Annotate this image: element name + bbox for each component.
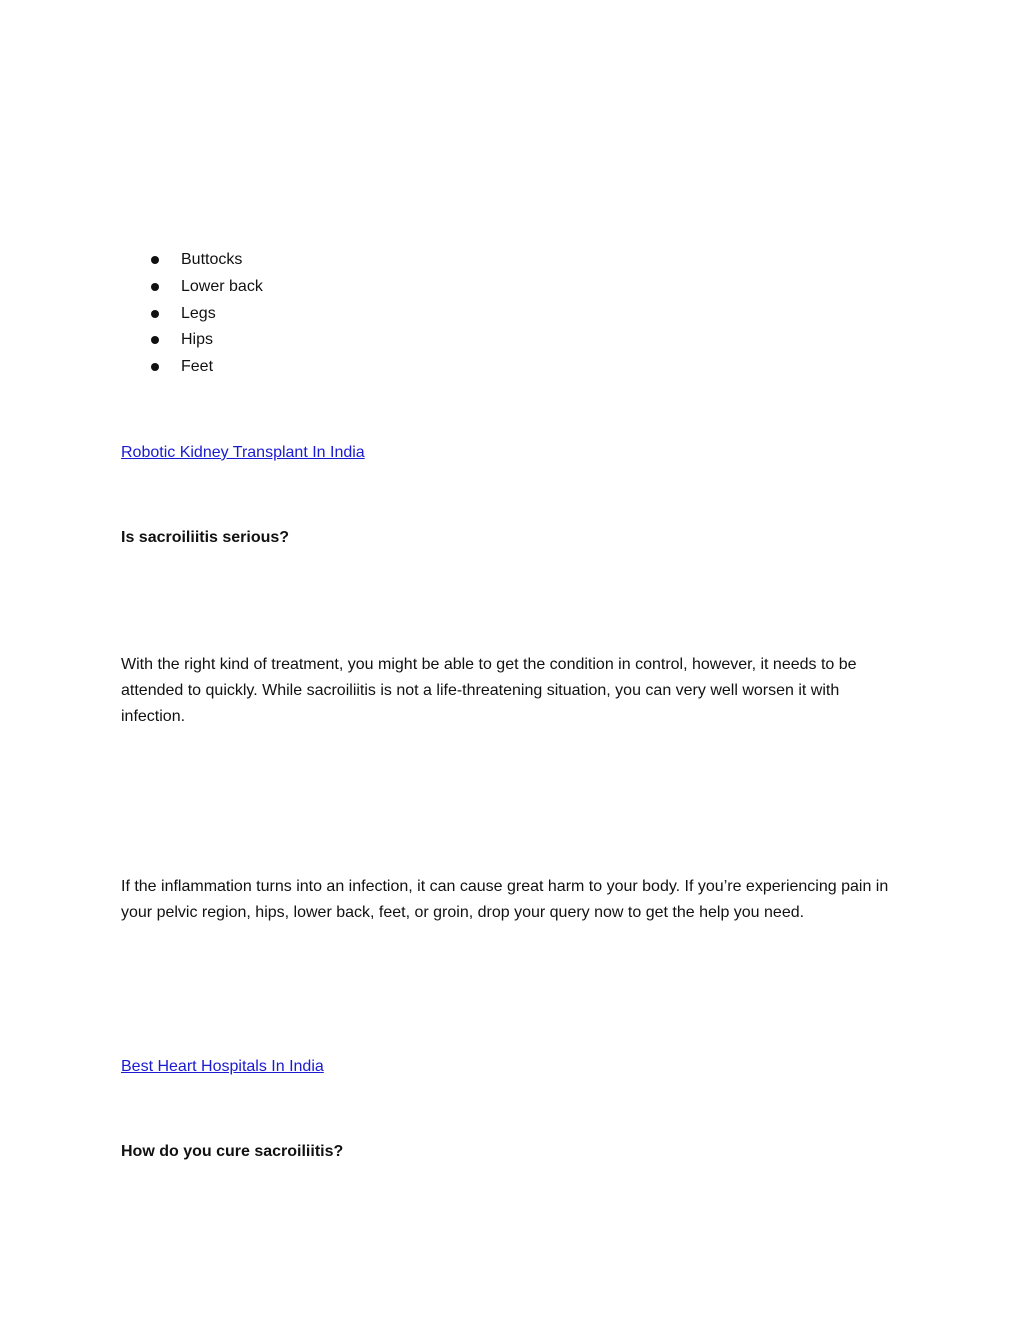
list-item-label: Buttocks [181, 251, 243, 268]
heading-how-to-cure-sacroiliitis: How do you cure sacroiliitis? [121, 1143, 344, 1160]
bullet-icon [151, 283, 159, 291]
best-heart-hospitals-link[interactable]: Best Heart Hospitals In India [121, 1058, 324, 1075]
list-item-label: Lower back [181, 277, 263, 295]
bullet-icon [151, 363, 159, 371]
list-item-label: Legs [181, 304, 216, 322]
heading-is-sacroiliitis-serious: Is sacroiliitis serious? [121, 529, 290, 546]
list-item-label: Feet [181, 358, 214, 376]
list-item [148, 250, 263, 277]
paragraph-treatment: With the right kind of treatment, you might be able to get the condition in control, however, it needs to be attended to quickly. While sacroiliitis is not a life-threatening situation, you can very well worsen it with infection. [121, 656, 857, 725]
list-item [148, 357, 263, 384]
body-areas-list [148, 250, 263, 384]
list-item-label: Hips [181, 331, 214, 349]
list-item [148, 330, 263, 357]
bullet-icon [151, 256, 159, 264]
list-item [148, 304, 263, 331]
bullet-icon [151, 310, 159, 318]
robotic-kidney-transplant-link[interactable]: Robotic Kidney Transplant In India [121, 444, 365, 461]
paragraph-infection: If the inflammation turns into an infection, it can cause great harm to your body. If you’re experiencing pain in your pelvic region, hips, lower back, feet, or groin, drop your query now to get the help you need. [121, 878, 889, 921]
bullet-icon [151, 336, 159, 344]
list-item [148, 277, 263, 304]
